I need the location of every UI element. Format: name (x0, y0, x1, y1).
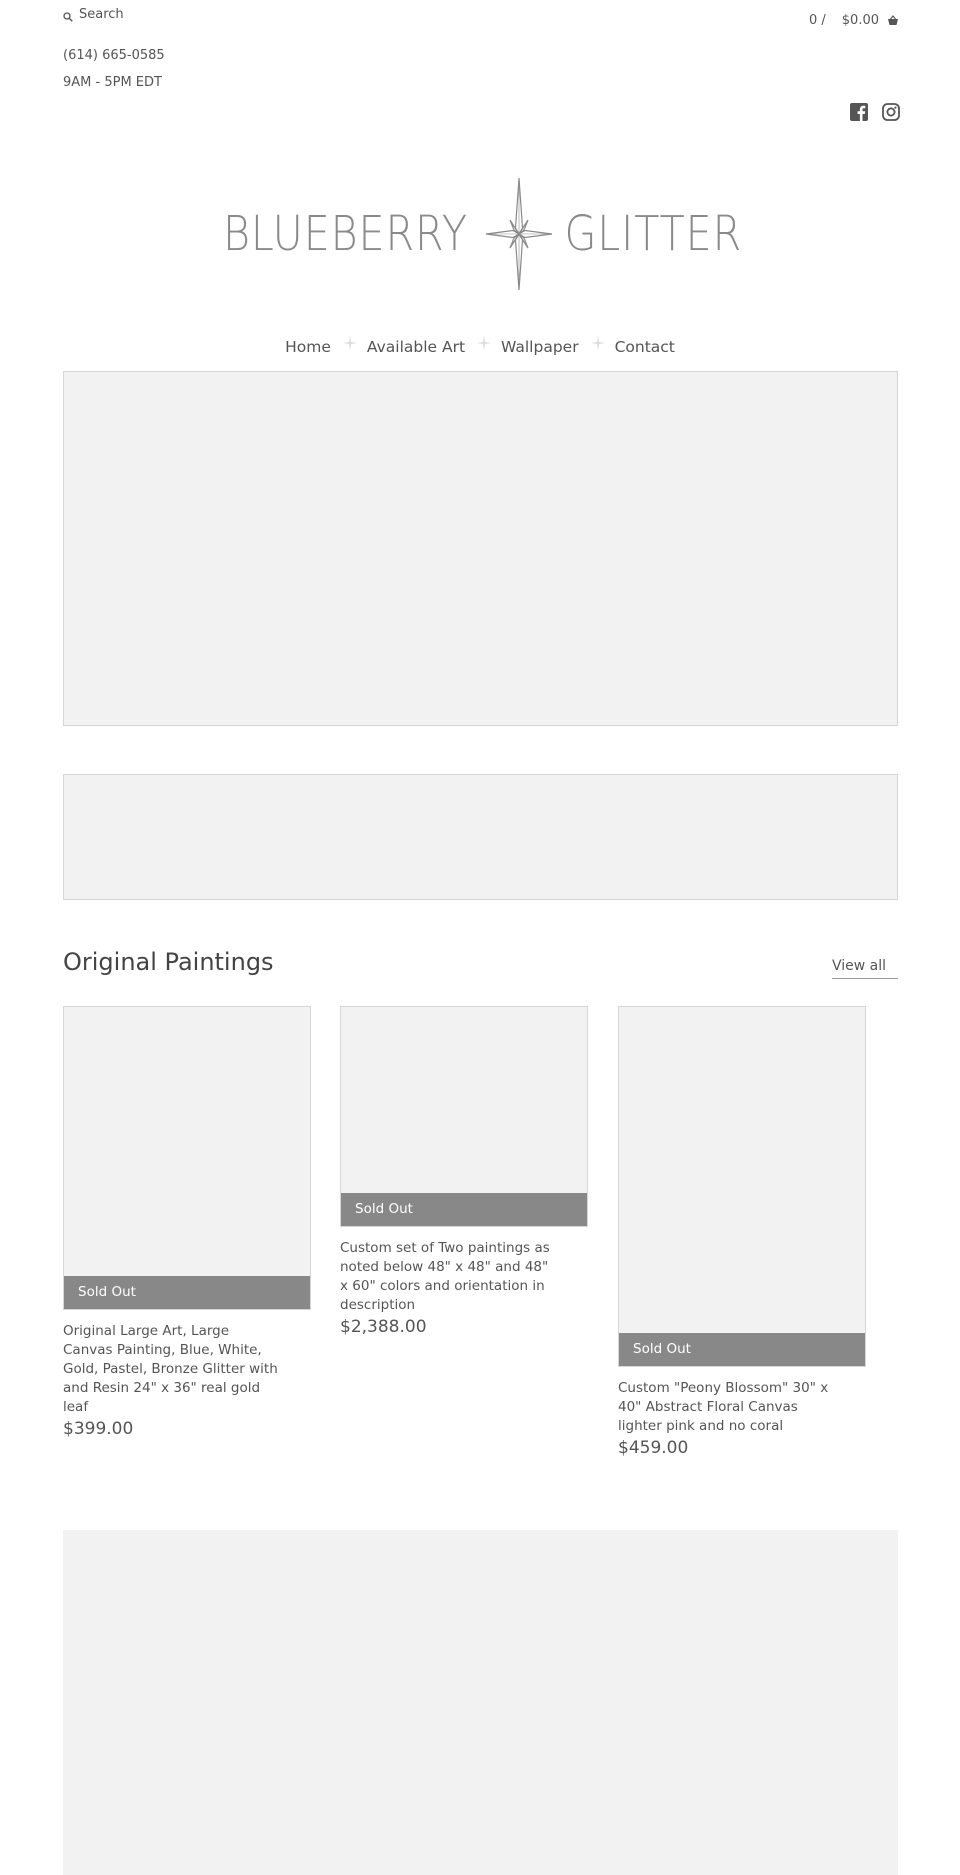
nav-item-home[interactable]: Home (285, 338, 331, 356)
section-title: Original Paintings (63, 948, 274, 976)
promo-banner[interactable] (63, 774, 898, 900)
twinkle-star-icon (591, 335, 605, 351)
basket-icon (887, 15, 899, 26)
nav-item-available-art[interactable]: Available Art (366, 338, 466, 356)
instagram-link[interactable] (882, 103, 900, 121)
nav-item-contact[interactable]: Contact (614, 338, 675, 356)
facebook-link[interactable] (850, 103, 868, 121)
product-price: $2,388.00 (340, 1317, 427, 1337)
product-card[interactable] (618, 1006, 866, 1458)
site-logo[interactable] (0, 174, 960, 294)
nav-item-wallpaper[interactable]: Wallpaper (501, 338, 579, 356)
business-hours: 9AM - 5PM EDT (63, 75, 162, 90)
product-card[interactable] (340, 1006, 588, 1337)
twinkle-star-icon (477, 335, 491, 351)
main-nav (0, 338, 960, 356)
search-link[interactable] (63, 6, 124, 22)
sold-out-badge: Sold Out (341, 1193, 587, 1226)
search-label: Search (79, 6, 124, 22)
instagram-icon (882, 103, 900, 121)
product-image[interactable] (63, 1006, 311, 1310)
sold-out-badge: Sold Out (64, 1276, 310, 1309)
twinkle-star-icon (343, 335, 357, 351)
search-icon (63, 12, 73, 22)
cart-total: $0.00 (841, 13, 879, 28)
logo-word-left: BLUEBERRY (223, 206, 469, 262)
product-price: $399.00 (63, 1419, 134, 1439)
sold-out-badge: Sold Out (619, 1333, 865, 1366)
hero-image[interactable] (63, 371, 898, 726)
cart-link[interactable] (809, 13, 899, 28)
featured-image[interactable] (63, 1530, 898, 1875)
product-price: $459.00 (618, 1438, 689, 1458)
product-card[interactable] (63, 1006, 311, 1439)
product-title[interactable]: Custom "Peony Blossom" 30" x 40" Abstract Floral Canvas lighter pink and no coral (618, 1380, 829, 1434)
facebook-icon (850, 103, 868, 121)
social-links (850, 103, 900, 121)
product-title[interactable]: Original Large Art, Large Canvas Painting, Blue, White, Gold, Pastel, Bronze Glitter with and Resin 24" x 36" real gold leaf (63, 1323, 278, 1415)
product-image[interactable] (618, 1006, 866, 1367)
phone-number[interactable]: (614) 665-0585 (63, 48, 165, 63)
product-title[interactable]: Custom set of Two paintings as noted below 48" x 48" and 48" x 60" colors and orientation in description (340, 1240, 550, 1313)
cart-count: 0 / (808, 13, 826, 28)
compass-star-icon (484, 176, 554, 292)
view-all-link[interactable]: View all (832, 958, 898, 979)
product-image[interactable] (340, 1006, 588, 1227)
logo-word-right: GLITTER (564, 206, 743, 262)
